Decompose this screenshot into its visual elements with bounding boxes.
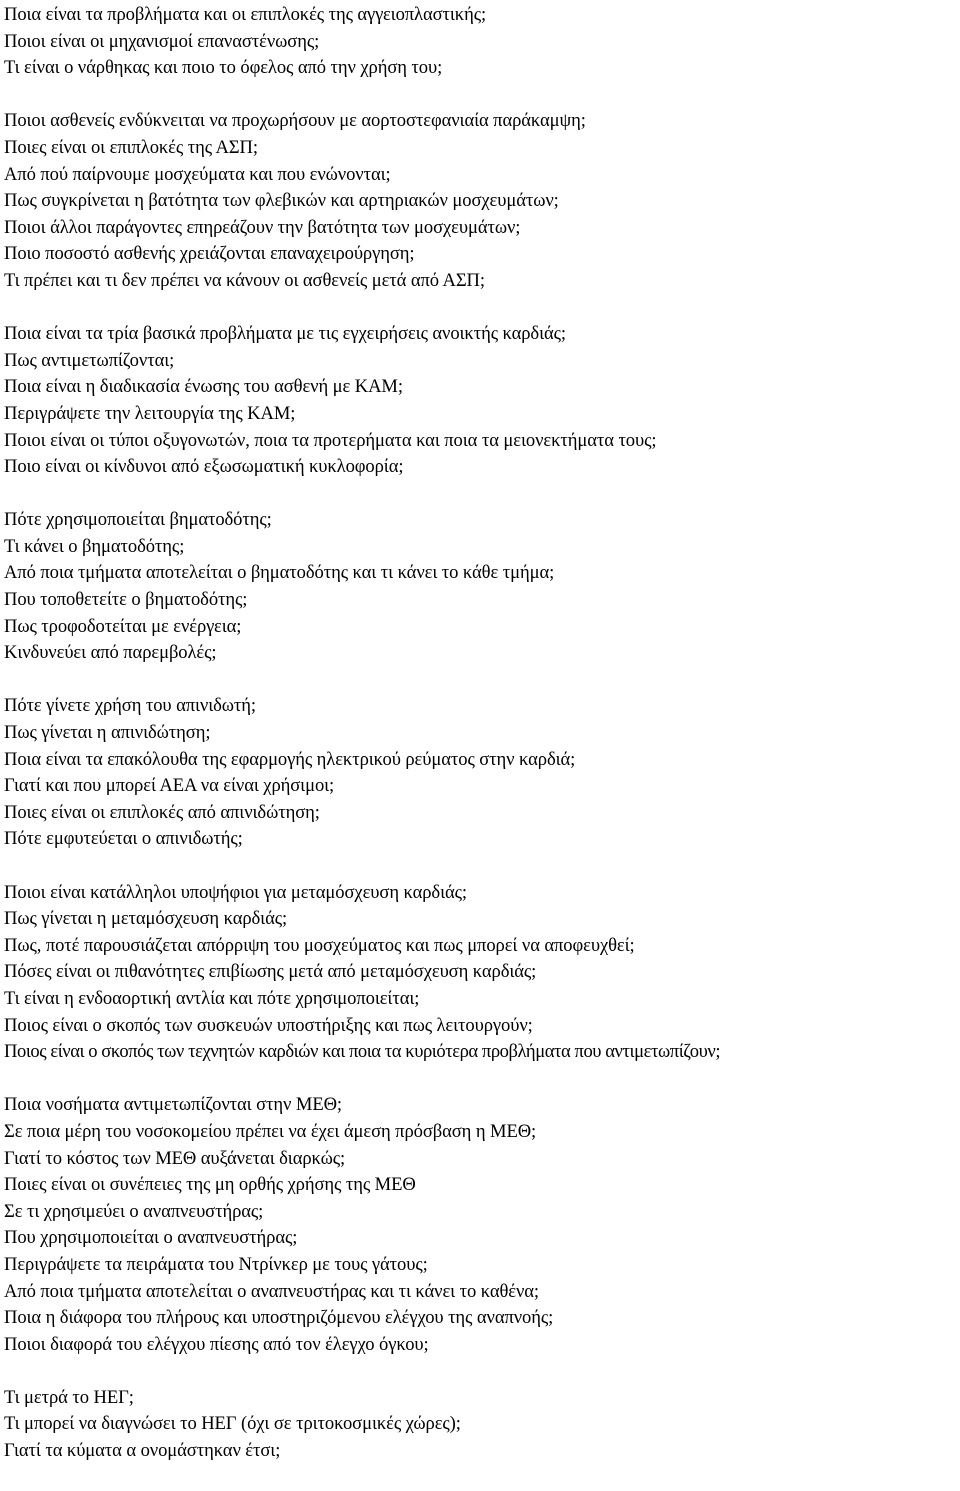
question-group-3 <box>4 321 960 481</box>
question-line: Περιγράψετε τα πειράματα του Ντρίνκερ με τους γάτους; <box>4 1253 428 1275</box>
question-document <box>4 2 960 1491</box>
question-line: Πότε χρησιμοποιείται βηματοδότης; <box>4 509 272 531</box>
question-line: Ποια είναι τα επακόλουθα της εφαρμογής ηλεκτρικού ρεύματος στην καρδιά; <box>4 748 576 770</box>
question-line: Ποιες είναι οι επιπλοκές της ΑΣΠ; <box>4 136 258 158</box>
question-line: Ποια είναι τα προβλήματα και οι επιπλοκές της αγγειοπλαστικής; <box>4 4 487 25</box>
question-line: Που χρησιμοποιείται ο αναπνευστήρας; <box>4 1227 298 1249</box>
question-line: Ποιοι ασθενείς ενδύκνειται να προχωρήσουν με αορτοστεφανιαία παράκαμψη; <box>4 110 586 132</box>
question-line: Ποιοι διαφορά του ελέγχου πίεσης από τον έλεγχο όγκου; <box>4 1333 429 1355</box>
question-line: Ποιοι είναι οι μηχανισμοί επαναστένωσης; <box>4 30 320 52</box>
question-line: Από ποια τμήματα αποτελείται ο αναπνευστήρας και τι κάνει το καθένα; <box>4 1280 539 1302</box>
question-line: Ποια είναι τα τρία βασικά προβλήματα με τις εγχειρήσεις ανοικτής καρδιάς; <box>4 323 566 345</box>
question-line: Ποια είναι η διαδικασία ένωσης του ασθενή με ΚΑΜ; <box>4 376 403 398</box>
question-line: Κινδυνεύει από παρεμβολές; <box>4 642 217 664</box>
question-line: Πως συγκρίνεται η βατότητα των φλεβικών και αρτηριακών μοσχευμάτων; <box>4 190 559 212</box>
question-line: Τι μετρά το ΗΕΓ; <box>4 1386 134 1408</box>
question-line: Πως αντιμετωπίζονται; <box>4 349 175 371</box>
question-group-6 <box>4 880 960 1066</box>
question-line: Γιατί το κόστος των ΜΕΘ αυξάνεται διαρκώς; <box>4 1147 346 1169</box>
question-line: Ποιοι είναι κατάλληλοι υποψήφιοι για μεταμόσχευση καρδιάς; <box>4 881 467 903</box>
question-line: Γιατί και που μπορεί ΑΕΑ να είναι χρήσιμοι; <box>4 775 335 797</box>
question-line: Ποιο είναι οι κίνδυνοι από εξωσωματική κυκλοφορία; <box>4 456 404 478</box>
question-line: Τι κάνει ο βηματοδότης; <box>4 535 185 557</box>
question-line: Ποιοι άλλοι παράγοντες επηρεάζουν την βατότητα των μοσχευμάτων; <box>4 216 521 238</box>
question-group-8 <box>4 1385 960 1465</box>
question-line: Τι είναι η ενδοαορτική αντλία και πότε χρησιμοποιείται; <box>4 987 420 1009</box>
question-line: Περιγράψετε την λειτουργία της ΚΑΜ; <box>4 402 296 424</box>
question-line: Πότε γίνετε χρήση του απινιδωτή; <box>4 695 256 717</box>
question-group-2 <box>4 108 960 294</box>
question-line: Τι πρέπει και τι δεν πρέπει να κάνουν οι ασθενείς μετά από ΑΣΠ; <box>4 269 485 291</box>
question-group-5 <box>4 693 960 853</box>
question-group-4 <box>4 507 960 667</box>
question-line: Ποιο ποσοστό ασθενής χρειάζονται επαναχειρούργηση; <box>4 243 415 265</box>
question-line: Τι είναι ο νάρθηκας και ποιο το όφελος από την χρήση του; <box>4 57 443 79</box>
question-line: Ποιοι είναι οι τύποι οξυγονωτών, ποια τα προτερήματα και ποια τα μειονεκτήματα τους; <box>4 429 657 451</box>
question-line: Σε τι χρησιμεύει ο αναπνευστήρας; <box>4 1200 264 1222</box>
question-line: Ποια η διάφορα του πλήρους και υποστηριζόμενου ελέγχου της αναπνοής; <box>4 1307 554 1329</box>
question-line: Πως γίνεται η απινιδώτηση; <box>4 722 211 744</box>
question-line: Ποιες είναι οι συνέπειες της μη ορθής χρήσης της ΜΕΘ <box>4 1174 416 1196</box>
question-line: Γιατί τα κύματα α ονομάστηκαν έτσι; <box>4 1440 281 1462</box>
question-group-1 <box>4 2 960 82</box>
question-line: Πως τροφοδοτείται με ενέργεια; <box>4 615 242 637</box>
question-line: Ποιες είναι οι επιπλοκές από απινιδώτηση; <box>4 801 320 823</box>
question-line: Πότε εμφυτεύεται ο απινιδωτής; <box>4 828 243 850</box>
question-line: Από πού παίρνουμε μοσχεύματα και που ενώνονται; <box>4 163 391 185</box>
question-line: Που τοποθετείτε ο βηματοδότης; <box>4 589 248 611</box>
question-line: Πως, ποτέ παρουσιάζεται απόρριψη του μοσχεύματος και πως μπορεί να αποφευχθεί; <box>4 934 635 956</box>
question-line: Πόσες είναι οι πιθανότητες επιβίωσης μετά από μεταμόσχευση καρδιάς; <box>4 961 537 983</box>
question-line: Τι μπορεί να διαγνώσει το ΗΕΓ (όχι σε τριτοκοσμικές χώρες); <box>4 1413 461 1435</box>
question-line: Ποιος είναι ο σκοπός των συσκευών υποστήριξης και πως λειτουργούν; <box>4 1014 533 1036</box>
question-line: Σε ποια μέρη του νοσοκομείου πρέπει να έχει άμεση πρόσβαση η ΜΕΘ; <box>4 1120 537 1142</box>
question-group-7 <box>4 1092 960 1358</box>
question-line: Ποια νοσήματα αντιμετωπίζονται στην ΜΕΘ; <box>4 1094 342 1116</box>
question-line: Ποιος είναι ο σκοπός των τεχνητών καρδιών και ποια τα κυριότερα προβλήματα που αντιμετωπίζουν; <box>4 1041 721 1063</box>
question-line: Πως γίνεται η μεταμόσχευση καρδιάς; <box>4 908 288 930</box>
question-line: Από ποια τμήματα αποτελείται ο βηματοδότης και τι κάνει το κάθε τμήμα; <box>4 562 555 584</box>
